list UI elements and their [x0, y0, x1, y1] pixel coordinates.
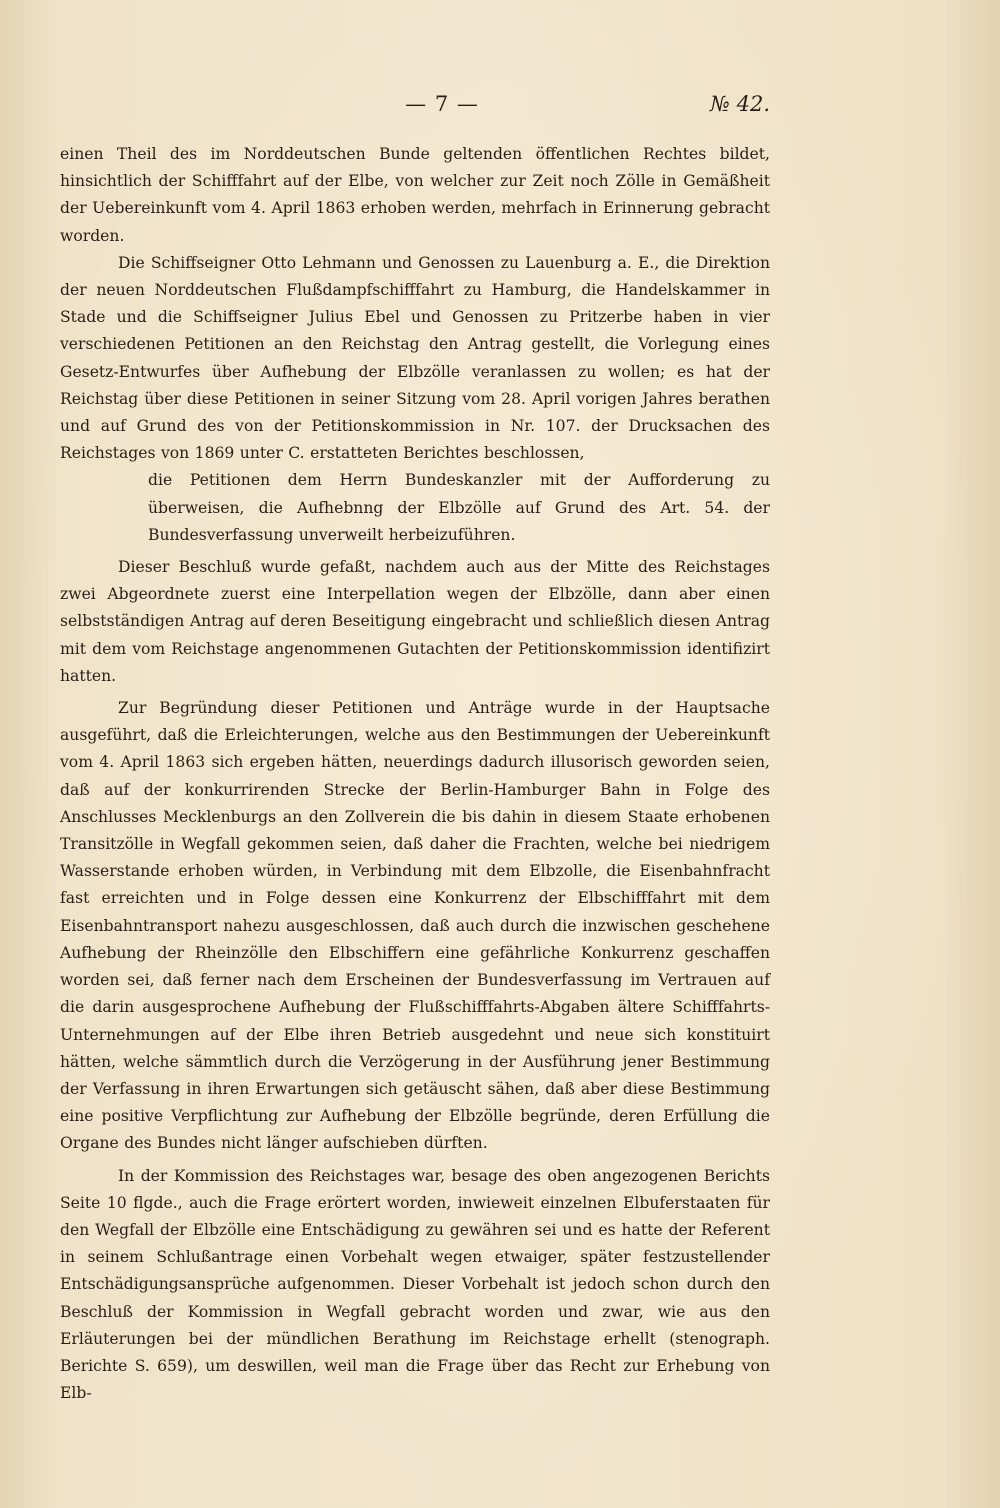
paragraph-continuation: einen Theil des im Norddeutschen Bunde geltenden öffentlichen Rechtes bildet, hinsichtlich der Schifffahrt auf der Elbe, von welcher zur Zeit noch Zölle in Gemäßheit der Uebereinkunft vom 4. April 1863 erhoben werden, mehrfach in Erinnerung gebracht worden.	[60, 145, 770, 245]
body-text	[60, 141, 770, 1407]
document-number: № 42.	[710, 92, 770, 116]
resolution-quote: die Petitionen dem Herrn Bundeskanzler mit der Aufforderung zu überweisen, die Aufhebnng der Elbzölle auf Grund des Art. 54. der Bundesverfassung unverweilt herbeizuführen.	[148, 471, 770, 544]
page-header	[60, 92, 770, 124]
paragraph-justification: Zur Begründung dieser Petitionen und Anträge wurde in der Hauptsache ausgeführt, daß die Erleichterungen, welche aus den Bestimmungen der Uebereinkunft vom 4. April 1863 sich ergeben hätten, neuerdings dadurch illusorisch geworden seien, daß auf der konkurrirenden Strecke der Berlin-Hamburger Bahn in Folge des Anschlusses Mecklenburgs an den Zollverein die bis dahin in diesem Staate erhobenen Transitzölle in Wegfall gekommen seien, daß daher die Frachten, welche bei niedrigem Wasserstande erhoben würden, in Verbindung mit dem Elbzolle, die Eisenbahnfracht fast erreichten und in Folge dessen eine Konkurrenz der Elbschifffahrt mit dem Eisenbahntransport nahezu ausgeschlossen, daß auch durch die inzwischen geschehene Aufhebung der Rheinzölle den Elbschiffern eine gefährliche Konkurrenz geschaffen worden sei, daß ferner nach dem Erscheinen der Bundesverfassung im Vertrauen auf die darin ausgesprochene Aufhebung der Flußschifffahrts-Abgaben ältere Schifffahrts-Unternehmungen auf der Elbe ihren Betrieb ausgedehnt und neue sich konstituirt hätten, welche sämmtlich durch die Verzögerung in der Ausführung jener Bestimmung der Verfassung in ihren Erwartungen sich getäuscht sähen, daß aber diese Bestimmung eine positive Verpflichtung zur Aufhebung der Elbzölle begründe, deren Erfüllung die Organe des Bundes nicht länger aufschieben dürften.	[60, 699, 770, 1153]
paragraph-petitions: Die Schiffseigner Otto Lehmann und Genossen zu Lauenburg a. E., die Direktion der neuen Norddeutschen Flußdampfschifffahrt zu Hamburg, die Handelskammer in Stade und die Schiffseigner Julius Ebel und Genossen zu Pritzerbe haben in vier verschiedenen Petitionen an den Reichstag den Antrag gestellt, die Vorlegung eines Gesetz-Entwurfes über Aufhebung der Elbzölle veranlassen zu wollen; es hat der Reichstag über diese Petitionen in seiner Sitzung vom 28. April vorigen Jahres berathen und auf Grund des von der Petitionskommission in Nr. 107. der Drucksachen des Reichstages von 1869 unter C. erstatteten Berichtes beschlossen,	[60, 253, 770, 463]
paragraph-resolution: Dieser Beschluß wurde gefaßt, nachdem auch aus der Mitte des Reichstages zwei Abgeordnete zuerst eine Interpellation wegen der Elbzölle, dann aber einen selbstständigen Antrag auf deren Beseitigung eingebracht und schließlich diesen Antrag mit dem vom Reichstage angenommenen Gutachten der Petitionskommission identifizirt hatten.	[60, 558, 770, 685]
page-number: — 7 —	[405, 92, 479, 116]
paragraph-commission: In der Kommission des Reichstages war, besage des oben angezogenen Berichts Seite 10 flgde., auch die Frage erörtert worden, inwieweit einzelnen Elbuferstaaten für den Wegfall der Elbzölle eine Entschädigung zu gewähren sei und es hatte der Referent in seinem Schlußantrage einen Vorbehalt wegen etwaiger, später festzustellender Entschädigungsansprüche aufgenommen. Dieser Vorbehalt ist jedoch schon durch den Beschluß der Kommission in Wegfall gebracht worden und zwar, wie aus den Erläuterungen bei der mündlichen Berathung im Reichstage erhellt (stenograph. Berichte S. 659), um deswillen, weil man die Frage über das Recht zur Erhebung von Elb-	[60, 1166, 770, 1403]
